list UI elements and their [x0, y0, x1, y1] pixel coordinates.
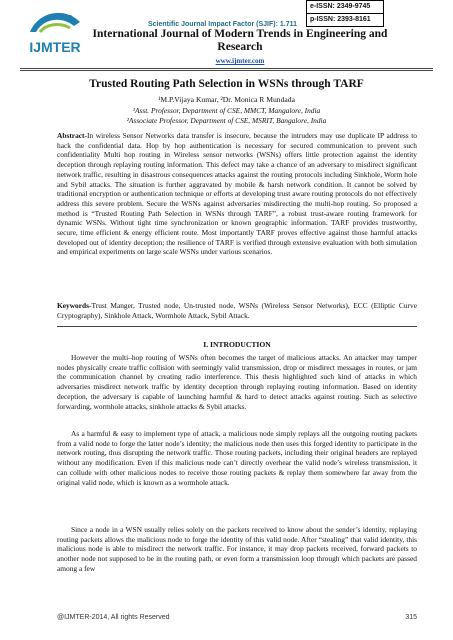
paragraph-1: However the multi–hop routing of WSNs often becomes the target of malicious attacks. An attacker may tamper nodes physically create traffic collision with seemingly valid transmission, drop or misdirect messages in routes, or jam the communication channel by creating radio interference. This thesis highlighted such kind of attacks in which adversaries misdirect network traffic by identity deception through replaying routing information. Based on identity deception, the adversary is capable of launching harmful & hard to detect attacks against routing. Such as selective forwarding, wormhole attacks, sinkhole attacks & Sybil attacks. [57, 353, 417, 411]
keywords-label: Keywords- [57, 301, 92, 310]
logo-text: IJMTER [29, 39, 81, 55]
journal-name: International Journal of Modern Trends in Engineering and Research [92, 28, 388, 53]
affiliation-1: ¹Asst. Professor, Department of CSE, MMCT, Mangalore, India [132, 106, 321, 115]
abstract-text: In wireless Sensor Networks data transfer is insecure, because the intruders may use duplicate IP address to hack the confidential data. Hop by hop authentication is necessary for secured communication to prevent such confidentiality Multi hop routing in Wireless sensor networks (WSNs) offers little protection against the identity deception through replaying routing information. This defect may take a chance of an adversary to misdirect significant network traffic, resulting in disastrous consequences attacks against the routing protocols including Sinkhole, Worm hole and Sybil attacks. The situation is further aggravated by mobile & harsh network condition. It cannot be solved by traditional encryption or authentication technique or efforts at developing trust aware routing protocols do not effectively address this severe problem. Secure the WSNs against adversaries misdirecting the multi-hop routing. So proposed a method is “Trusted Routing Path Selection in WSNs through TARF”, a robust trust-aware routing framework for dynamic WSNs. Without tight time synchronization or known geographic information. TARF provides trustworthy, secure, time efficient & energy efficient route. Most importantly TARF proves effective against those harmful attacks developed out of identity deception; the resilience of TARF is verified through extensive evaluation with both simulation and empirical experiments on large scale WSNs under various scenarios. [57, 131, 417, 257]
abstract-rule [57, 326, 417, 327]
page-number: 315 [405, 614, 417, 621]
paragraph-3: Since a node in a WSN usually relies solely on the packets received to know about the sender’s identity, replaying routing packets allows the malicious node to forge the identity of this valid node. After “stealing” that valid identity, this malicious node is able to misdirect the network traffic. For instance, it may drop packets received, forward packets to another node not supposed to be in the routing path, or even form a transmission loop through which packets are passed among a few [57, 525, 417, 573]
paragraph-2: As a harmful & easy to implement type of attack, a malicious node simply replays all the outgoing routing packets from a valid node to forge the latter node’s identity; the malicious node then uses this forged identity to participate in the network routing, thus disrupting the network traffic. Those routing packets, including their original headers are replayed without any modification. Even if this malicious node can’t directly overhear the valid node’s wireless transmission, it can collude with other malicious nodes to receive those routing packets & replay them somewhere far away from the original valid node, which is known as a wormhole attack. [57, 429, 417, 487]
paper-title: Trusted Routing Path Selection in WSNs through TARF [89, 78, 364, 90]
footer-copyright: @IJMTER-2014, All rights Reserved [57, 614, 170, 621]
authors: ¹M.P.Vijaya Kumar, ²Dr. Monica R Mundada [158, 95, 295, 104]
p-issn: p-ISSN: 2393-8161 [307, 13, 383, 26]
e-issn: e-ISSN: 2349-9745 [310, 3, 371, 10]
impact-factor: Scientific Journal Impact Factor (SJIF): 1.711 [148, 21, 297, 28]
abstract [57, 131, 417, 257]
header-rule-2 [20, 70, 433, 71]
section-heading: I. INTRODUCTION [203, 340, 271, 349]
issn-box [306, 0, 384, 27]
abstract-label: Abstract- [57, 131, 87, 140]
keywords [57, 301, 417, 320]
keywords-text: Trust Manger, Trusted node, Un-trusted node, WSNs (Wireless Sensor Networks), ECC (Elliptic Curve Cryptography), Sinkhole Attack, Wormhole Attack, Sybil Attack. [57, 301, 417, 320]
journal-url[interactable]: www.ijmter.com [215, 57, 265, 65]
affiliation-2: ²Associate Professor, Department of CSE, MSRIT, Bangalore, India [126, 116, 327, 125]
ijmter-logo [20, 2, 90, 58]
header-rule [20, 68, 433, 69]
